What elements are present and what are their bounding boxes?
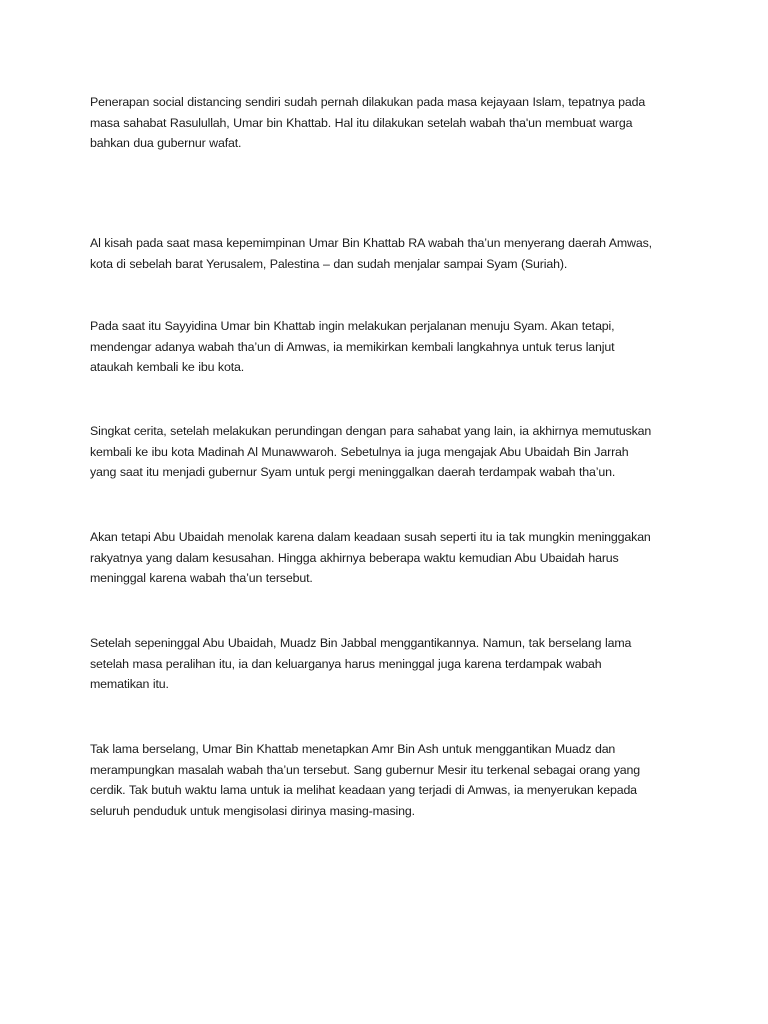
text-line: Al kisah pada saat masa kepemimpinan Umar Bin Khattab RA wabah tha’un menyerang daerah Amwas,: [90, 236, 652, 250]
paragraph-amr-bin-ash: [90, 739, 690, 821]
text-line: ataukah kembali ke ibu kota.: [90, 360, 245, 374]
text-line: kota di sebelah barat Yerusalem, Palestina – dan sudah menjalar sampai Syam (Suriah).: [90, 256, 568, 271]
text-line: Penerapan social distancing sendiri sudah pernah dilakukan pada masa kejayaan Islam, tepatnya pada: [90, 95, 646, 109]
paragraph-return-madinah: [90, 421, 690, 483]
text-line: Singkat cerita, setelah melakukan perundingan dengan para sahabat yang lain, ia akhirnya memutuskan: [90, 424, 652, 438]
text-line: kembali ke ibu kota Madinah Al Munawwaroh. Sebetulnya ia juga mengajak Abu Ubaidah Bin Jarrah: [90, 444, 629, 459]
text-line: cerdik. Tak butuh waktu lama untuk ia melihat keadaan yang terjadi di Amwas, ia menyerukan kepada: [90, 783, 637, 797]
text-line: rakyatnya yang dalam kesusahan. Hingga akhirnya beberapa waktu kemudian Abu Ubaidah harus: [90, 550, 619, 565]
text-line: Tak lama berselang, Umar Bin Khattab menetapkan Amr Bin Ash untuk menggantikan Muadz dan: [90, 742, 616, 756]
paragraph-abu-ubaidah: [90, 527, 690, 589]
text-line: merampungkan masalah wabah tha’un tersebut. Sang gubernur Mesir itu terkenal sebagai orang yang: [90, 762, 641, 777]
text-line: Pada saat itu Sayyidina Umar bin Khattab ingin melakukan perjalanan menuju Syam. Akan tetapi,: [90, 319, 615, 333]
text-line: Setelah sepeninggal Abu Ubaidah, Muadz Bin Jabbal menggantikannya. Namun, tak berselang lama: [90, 636, 632, 650]
paragraph-umar-journey: [90, 316, 690, 378]
paragraph-muadz: [90, 633, 690, 695]
text-line: meninggal karena wabah tha’un tersebut.: [90, 571, 313, 585]
text-line: yang saat itu menjadi gubernur Syam untuk pergi meninggalkan daerah terdampak wabah tha’un.: [90, 465, 616, 479]
text-line: Akan tetapi Abu Ubaidah menolak karena dalam keadaan susah seperti itu ia tak mungkin meninggakan: [90, 530, 651, 544]
text-line: setelah masa peralihan itu, ia dan keluarganya harus meninggal juga karena terdampak wabah: [90, 656, 602, 671]
paragraph-amwas-outbreak: [90, 233, 690, 274]
text-line: mematikan itu.: [90, 677, 169, 691]
paragraph-intro: [90, 92, 690, 154]
text-line: bahkan dua gubernur wafat.: [90, 136, 242, 150]
text-line: masa sahabat Rasulullah, Umar bin Khattab. Hal itu dilakukan setelah wabah tha'un membuat warga: [90, 115, 633, 130]
text-line: mendengar adanya wabah tha’un di Amwas, ia memikirkan kembali langkahnya untuk terus lanjut: [90, 339, 615, 354]
text-line: seluruh penduduk untuk mengisolasi dirinya masing-masing.: [90, 803, 415, 818]
